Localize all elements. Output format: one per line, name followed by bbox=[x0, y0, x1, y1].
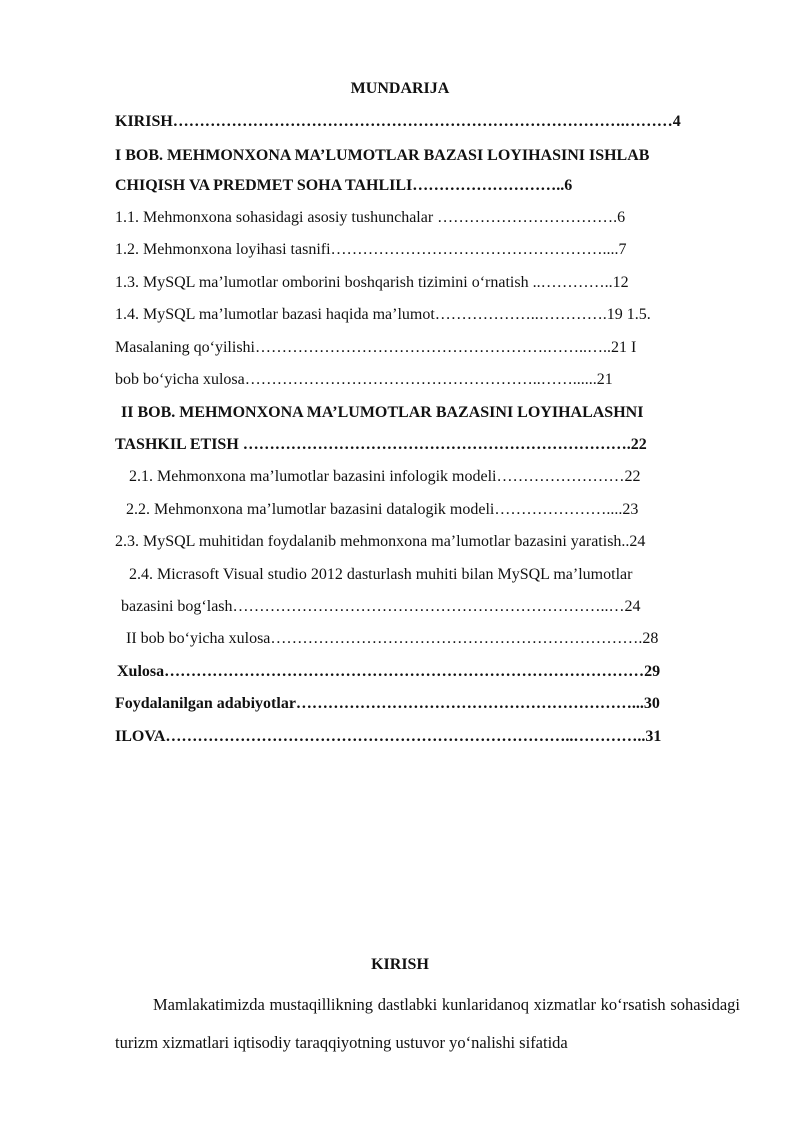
toc-line: Masalaning qo‘yilishi……………………………………………….……..…..21 I bbox=[115, 339, 637, 356]
toc-line: 2.4. Micrasoft Visual studio 2012 dasturlash muhiti bilan MySQL ma’lumotlar bbox=[129, 566, 633, 583]
toc-heading: MUNDARIJA bbox=[350, 80, 450, 97]
toc-line: 1.2. Mehmonxona loyihasi tasnifi……………………………………………....7 bbox=[115, 241, 627, 258]
intro-paragraph-text: Mamlakatimizda mustaqillikning dastlabki kunlaridanoq xizmatlar ko‘rsatish sohasidagi turizm xizmatlari iqtisodiy taraqqiyotning ustuvor yo‘nalishi sifatida bbox=[115, 995, 740, 1052]
toc-line: I BOB. MEHMONXONA MA’LUMOTLAR BAZASI LOYIHASINI ISHLAB bbox=[115, 147, 650, 164]
toc-line: 2.1. Mehmonxona ma’lumotlar bazasini infologik modeli……………………22 bbox=[129, 468, 641, 485]
toc-line: Xulosa………………………………………………………………………………29 bbox=[117, 663, 661, 680]
toc-line: KIRISH………………………………………………………………………….………4 bbox=[115, 113, 681, 130]
toc-line: bob bo‘yicha xulosa………………………………………………..……......21 bbox=[115, 371, 613, 388]
toc-line: 1.4. MySQL ma’lumotlar bazasi haqida ma’lumot………………..………….19 1.5. bbox=[115, 306, 651, 323]
toc-line: 2.3. MySQL muhitidan foydalanib mehmonxona ma’lumotlar bazasini yaratish..24 bbox=[115, 533, 646, 550]
intro-heading: KIRISH bbox=[371, 956, 429, 973]
toc-line: 1.3. MySQL ma’lumotlar omborini boshqarish tizimini o‘rnatish ..…………..12 bbox=[115, 274, 629, 291]
toc-line bbox=[115, 176, 572, 196]
toc-line: 2.2. Mehmonxona ma’lumotlar bazasini datalogik modeli…………………....23 bbox=[126, 501, 639, 518]
toc-line: Foydalanilgan adabiyotlar………………………………………………………...30 bbox=[115, 695, 660, 712]
toc-line: II bob bo‘yicha xulosa…………………………………………………………….28 bbox=[126, 630, 659, 647]
intro-paragraph bbox=[115, 986, 740, 1062]
toc-line: II BOB. MEHMONXONA MA’LUMOTLAR BAZASINI LOYIHALASHNI bbox=[121, 404, 644, 421]
toc-line: ILOVA…………………………………………………………………..…………..31 bbox=[115, 728, 662, 745]
toc-line: bazasini bog‘lash……………………………………………………………..…24 bbox=[121, 598, 641, 615]
toc-line: TASHKIL ETISH ……………………………………………………………….22 bbox=[115, 436, 647, 453]
toc-line: 1.1. Mehmonxona sohasidagi asosiy tushunchalar …………………………….6 bbox=[115, 209, 626, 226]
toc-line-text: CHIQISH VA PREDMET SOHA TAHLILI………………………..6 bbox=[115, 177, 573, 194]
